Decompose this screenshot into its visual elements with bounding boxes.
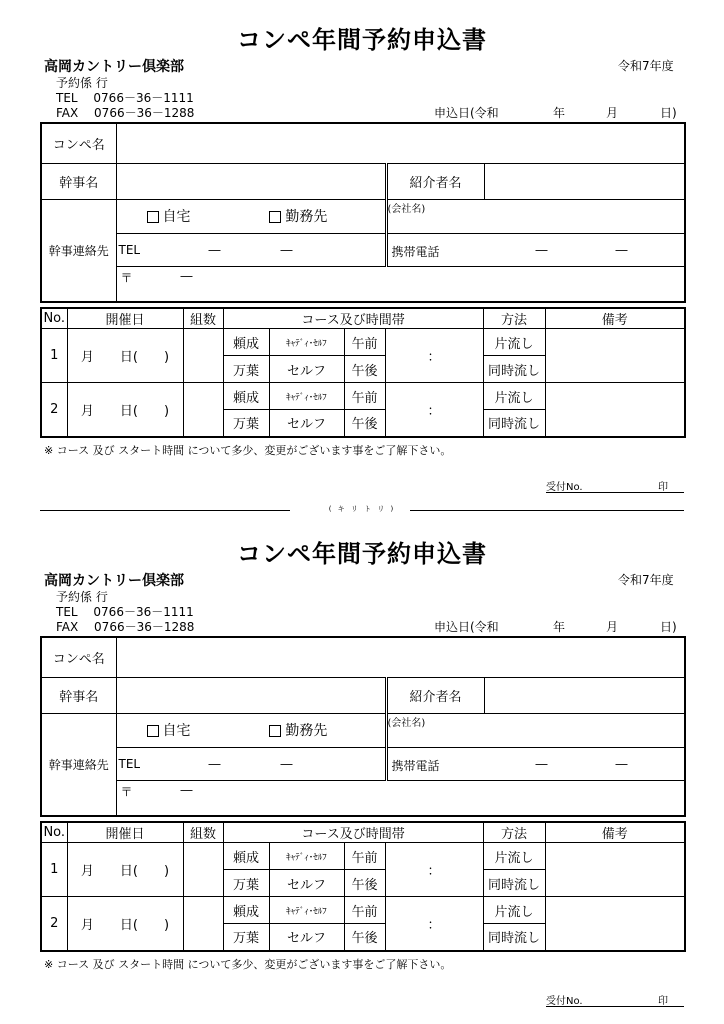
application-date-label: 申込日(令和 <box>434 106 499 120</box>
contact-label: 幹事連絡先 <box>41 199 116 302</box>
postal-mark: 〒 <box>120 784 133 799</box>
compe-name-field[interactable] <box>116 123 685 163</box>
mobile-dash-1: ― <box>535 756 548 771</box>
course-raijo[interactable]: 頼成 <box>223 897 269 924</box>
cut-line-right <box>410 510 684 511</box>
office-label: 勤務先 <box>285 723 328 739</box>
course-raijo[interactable]: 頼成 <box>223 329 269 356</box>
date-day-label: 日) <box>660 620 677 634</box>
referrer-label: 紹介者名 <box>386 677 484 713</box>
method-simultaneous[interactable]: 同時流し <box>483 924 545 951</box>
receipt-no-label: 受付No. <box>546 482 583 493</box>
company-label: (会社名) <box>387 203 426 215</box>
mobile-dash-2: ― <box>615 756 628 771</box>
row-date[interactable]: 月 日( ) <box>67 329 183 383</box>
header-course: コース及び時間帯 <box>223 822 483 843</box>
time-am[interactable]: 午前 <box>344 329 385 356</box>
header-date: 開催日 <box>67 822 183 843</box>
method-one-way[interactable]: 片流し <box>483 843 545 870</box>
company-field[interactable] <box>386 199 685 233</box>
schedule-table <box>40 307 686 438</box>
receipt-box <box>546 992 684 1007</box>
fiscal-year: 令和7年度 <box>618 573 674 587</box>
header-notes: 備考 <box>545 308 685 329</box>
tel-label: TEL <box>118 756 141 771</box>
form-title: コンペ年間予約申込書 <box>237 26 487 54</box>
time-am[interactable]: 午前 <box>344 383 385 410</box>
row-date[interactable]: 月 日( ) <box>67 897 183 951</box>
start-time-field[interactable]: ： <box>385 329 483 383</box>
fax-number: FAX 0766－36－1288 <box>56 106 195 120</box>
time-pm[interactable]: 午後 <box>344 870 385 897</box>
referrer-field[interactable] <box>484 163 685 199</box>
row-groups[interactable] <box>183 843 223 897</box>
form-upper <box>0 0 724 493</box>
mobile-field[interactable] <box>386 747 685 780</box>
address-field[interactable] <box>116 780 685 816</box>
time-pm[interactable]: 午後 <box>344 410 385 437</box>
organizer-label: 幹事名 <box>41 163 116 199</box>
header-date: 開催日 <box>67 308 183 329</box>
postal-dash: ― <box>180 268 193 283</box>
header-method: 方法 <box>483 308 545 329</box>
compe-name-label: コンペ名 <box>41 123 116 163</box>
method-one-way[interactable]: 片流し <box>483 329 545 356</box>
dept-label: 予約係 行 <box>56 76 108 90</box>
type-caddie-self[interactable]: ｷｬﾃﾞｨ･ｾﾙﾌ <box>269 897 344 924</box>
type-self[interactable]: セルフ <box>269 356 344 383</box>
row-groups[interactable] <box>183 329 223 383</box>
type-caddie-self[interactable]: ｷｬﾃﾞｨ･ｾﾙﾌ <box>269 329 344 356</box>
start-time-field[interactable]: ： <box>385 897 483 951</box>
fax-number: FAX 0766－36－1288 <box>56 620 195 634</box>
tel-number: TEL 0766－36－1111 <box>56 605 194 619</box>
table-row <box>41 843 685 870</box>
method-simultaneous[interactable]: 同時流し <box>483 870 545 897</box>
method-simultaneous[interactable]: 同時流し <box>483 410 545 437</box>
header-notes: 備考 <box>545 822 685 843</box>
compe-name-label: コンペ名 <box>41 637 116 677</box>
tel-dash-1: ― <box>208 242 221 257</box>
time-am[interactable]: 午前 <box>344 843 385 870</box>
mobile-label: 携帯電話 <box>391 244 440 259</box>
notes-field[interactable] <box>545 383 685 437</box>
header-groups: 組数 <box>183 822 223 843</box>
time-pm[interactable]: 午後 <box>344 356 385 383</box>
tel-dash-1: ― <box>208 756 221 771</box>
application-date-label: 申込日(令和 <box>434 620 499 634</box>
applicant-info-table <box>40 636 686 817</box>
type-self[interactable]: セルフ <box>269 410 344 437</box>
office-label: 勤務先 <box>285 209 328 225</box>
type-caddie-self[interactable]: ｷｬﾃﾞｨ･ｾﾙﾌ <box>269 843 344 870</box>
course-raijo[interactable]: 頼成 <box>223 843 269 870</box>
seal-label: 印 <box>658 996 668 1007</box>
method-one-way[interactable]: 片流し <box>483 383 545 410</box>
time-am[interactable]: 午前 <box>344 897 385 924</box>
course-manyo[interactable]: 万葉 <box>223 410 269 437</box>
home-label: 自宅 <box>162 723 191 739</box>
form-title: コンペ年間予約申込書 <box>237 540 487 568</box>
course-manyo[interactable]: 万葉 <box>223 924 269 951</box>
start-time-field[interactable]: ： <box>385 843 483 897</box>
home-office-choice <box>116 713 386 747</box>
header-method: 方法 <box>483 822 545 843</box>
course-raijo[interactable]: 頼成 <box>223 383 269 410</box>
tel-field[interactable] <box>116 233 386 266</box>
time-pm[interactable]: 午後 <box>344 924 385 951</box>
header-no: No. <box>41 308 67 329</box>
table-row <box>41 383 685 410</box>
type-caddie-self[interactable]: ｷｬﾃﾞｨ･ｾﾙﾌ <box>269 383 344 410</box>
postal-mark: 〒 <box>120 270 133 285</box>
receipt-box <box>546 478 684 493</box>
date-day-label: 日) <box>660 106 677 120</box>
type-self[interactable]: セルフ <box>269 924 344 951</box>
date-month-label: 月 <box>606 106 619 120</box>
seal-label: 印 <box>658 482 668 493</box>
office-checkbox[interactable] <box>269 725 281 737</box>
company-field[interactable] <box>386 713 685 747</box>
table-row <box>41 329 685 356</box>
notes-field[interactable] <box>545 329 685 383</box>
notes-field[interactable] <box>545 843 685 897</box>
method-one-way[interactable]: 片流し <box>483 897 545 924</box>
header-no: No. <box>41 822 67 843</box>
referrer-field[interactable] <box>484 677 685 713</box>
mobile-dash-1: ― <box>535 242 548 257</box>
course-manyo[interactable]: 万葉 <box>223 870 269 897</box>
date-year-label: 年 <box>553 106 566 120</box>
row-date[interactable]: 月 日( ) <box>67 383 183 437</box>
form-lower <box>0 514 724 1007</box>
mobile-field[interactable] <box>386 233 685 266</box>
fiscal-year: 令和7年度 <box>618 59 674 73</box>
home-office-choice <box>116 199 386 233</box>
home-label: 自宅 <box>162 209 191 225</box>
compe-name-field[interactable] <box>116 637 685 677</box>
row-date[interactable]: 月 日( ) <box>67 843 183 897</box>
notes-field[interactable] <box>545 897 685 951</box>
course-manyo[interactable]: 万葉 <box>223 356 269 383</box>
disclaimer-note: ※ コース 及び スタート時間 について多少、変更がございます事をご了解下さい。 <box>44 444 452 457</box>
cut-label: ( キ リ ト リ ) <box>328 505 396 513</box>
row-groups[interactable] <box>183 383 223 437</box>
applicant-info-table <box>40 122 686 303</box>
referrer-label: 紹介者名 <box>386 163 484 199</box>
date-month-label: 月 <box>606 620 619 634</box>
postal-dash: ― <box>180 782 193 797</box>
row-no: 2 <box>41 383 67 437</box>
home-checkbox[interactable] <box>147 211 159 223</box>
receipt-no-label: 受付No. <box>546 996 583 1007</box>
type-self[interactable]: セルフ <box>269 870 344 897</box>
start-time-field[interactable]: ： <box>385 383 483 437</box>
company-label: (会社名) <box>387 717 426 729</box>
mobile-label: 携帯電話 <box>391 758 440 773</box>
organizer-field[interactable] <box>116 163 386 199</box>
tel-number: TEL 0766－36－1111 <box>56 91 194 105</box>
club-name: 高岡カントリー倶楽部 <box>44 59 184 75</box>
row-no: 1 <box>41 843 67 897</box>
home-checkbox[interactable] <box>147 725 159 737</box>
organizer-field[interactable] <box>116 677 386 713</box>
disclaimer-note: ※ コース 及び スタート時間 について多少、変更がございます事をご了解下さい。 <box>44 958 452 971</box>
date-year-label: 年 <box>553 620 566 634</box>
club-name: 高岡カントリー倶楽部 <box>44 573 184 589</box>
office-checkbox[interactable] <box>269 211 281 223</box>
row-groups[interactable] <box>183 897 223 951</box>
dept-label: 予約係 行 <box>56 590 108 604</box>
contact-label: 幹事連絡先 <box>41 713 116 816</box>
method-simultaneous[interactable]: 同時流し <box>483 356 545 383</box>
table-row <box>41 897 685 924</box>
header-course: コース及び時間帯 <box>223 308 483 329</box>
organizer-label: 幹事名 <box>41 677 116 713</box>
tel-field[interactable] <box>116 747 386 780</box>
address-field[interactable] <box>116 266 685 302</box>
row-no: 1 <box>41 329 67 383</box>
schedule-table <box>40 821 686 952</box>
tel-label: TEL <box>118 242 141 257</box>
tel-dash-2: ― <box>280 756 293 771</box>
tel-dash-2: ― <box>280 242 293 257</box>
mobile-dash-2: ― <box>615 242 628 257</box>
row-no: 2 <box>41 897 67 951</box>
header-groups: 組数 <box>183 308 223 329</box>
